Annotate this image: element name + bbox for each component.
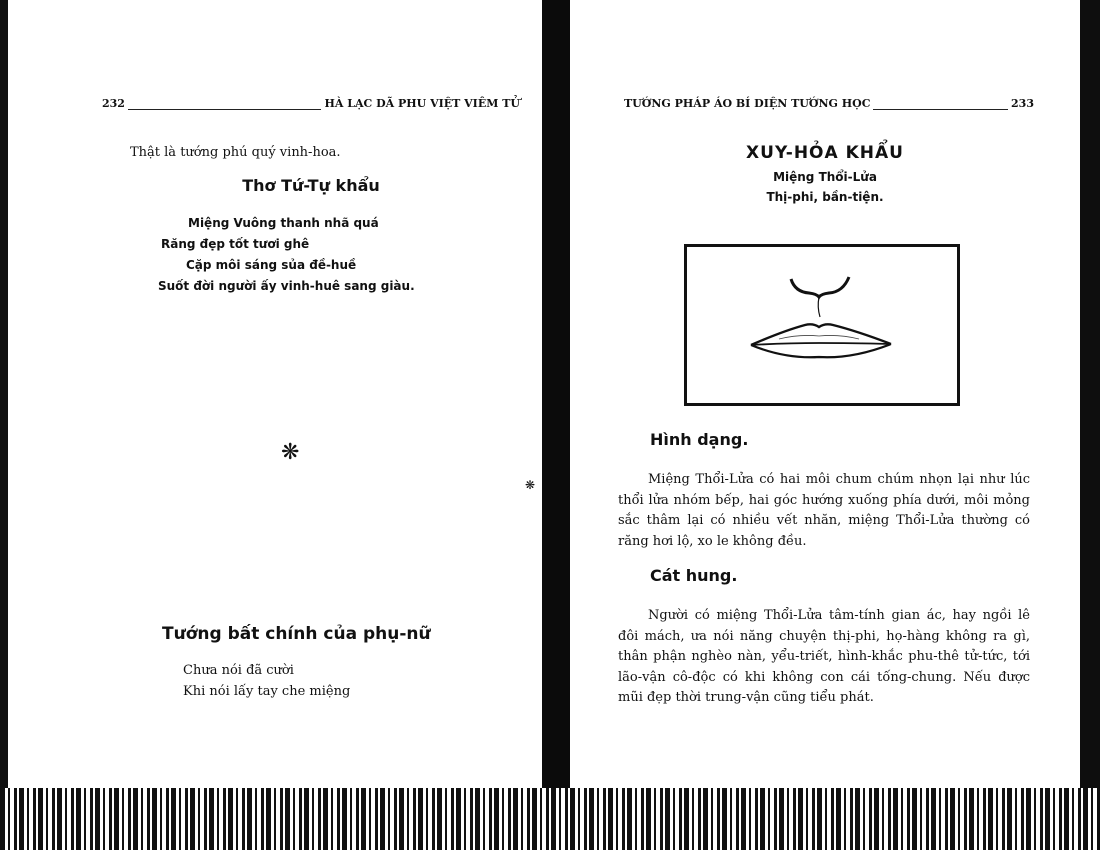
section-title-cat-hung: Cát hung. [650, 566, 738, 585]
poem-line: Suốt đời người ấy vinh-huê sang giàu. [158, 279, 415, 293]
right-page [570, 0, 1080, 788]
ornament-star: ❋ [281, 440, 300, 465]
right-page-number: 233 [1011, 97, 1034, 110]
left-running-head-title: HÀ LẠC DÃ PHU VIỆT VIÊM TỬ [324, 97, 520, 110]
poem-line: Răng đẹp tốt tươi ghê [161, 237, 310, 251]
right-running-head-title: TƯỚNG PHÁP ÁO BÍ DIỆN TƯỚNG HỌC [624, 97, 871, 110]
running-head-rule [128, 99, 322, 110]
poem [158, 213, 415, 297]
running-head-rule [873, 99, 1008, 110]
scan-right-edge [1080, 0, 1100, 850]
margin-ornament: ❋ [523, 478, 537, 492]
section-text-hinh-dang: Miệng Thổi-Lửa có hai môi chum chúm nhọn lại như lúc thổi lửa nhóm bếp, hai góc hướng xuống phía dưới, môi mỏng sắc thâm lại có nhiều vết nhăn, miệng Thổi-Lửa thường có răng hơi lộ, xo le không đều. [618, 472, 1030, 549]
chapter-title: XUY-HỎA KHẨU [746, 143, 904, 163]
section-text-cat-hung: Người có miệng Thổi-Lửa tâm-tính gian ác, hay ngồi lê đôi mách, ưa nói năng chuyện thị-phi, họ-hàng không ra gì, thân phận nghèo nàn, yểu-triết, hình-khắc phu-thê tử-tức, tới lão-vận cô-độc có khi không con cái tống-chung. Nếu được mũi đẹp thời trung-vận cũng tiểu phát. [618, 608, 1030, 705]
left-page-number: 232 [102, 97, 125, 110]
right-running-head [624, 97, 1034, 110]
poem-title: Thơ Tứ-Tự khẩu [242, 176, 380, 195]
scan-left-edge [0, 0, 8, 850]
left-page [8, 0, 542, 788]
section-title-hinh-dang: Hình dạng. [650, 430, 749, 449]
chapter-subtitle: Miệng Thổi-Lửa [773, 170, 877, 184]
left-section-verse [183, 660, 350, 702]
left-section-title: Tướng bất chính của phụ-nữ [162, 624, 431, 644]
mouth-illustration [684, 244, 960, 406]
chapter-subtitle-2: Thị-phi, bần-tiện. [766, 190, 884, 204]
left-body [130, 145, 341, 160]
poem-line: Cặp môi sáng sủa đề-huề [186, 258, 357, 272]
scan-barcode-strip [0, 788, 1100, 850]
left-running-head [102, 97, 520, 110]
verse-line: Khi nói lấy tay che miệng [183, 684, 351, 699]
mouth-drawing [687, 247, 957, 403]
book-gutter [542, 0, 570, 850]
intro-line: Thật là tướng phú quý vinh-hoa. [130, 145, 341, 160]
verse-line: Chưa nói đã cười [183, 663, 294, 678]
poem-line: Miệng Vuông thanh nhã quá [188, 216, 379, 230]
